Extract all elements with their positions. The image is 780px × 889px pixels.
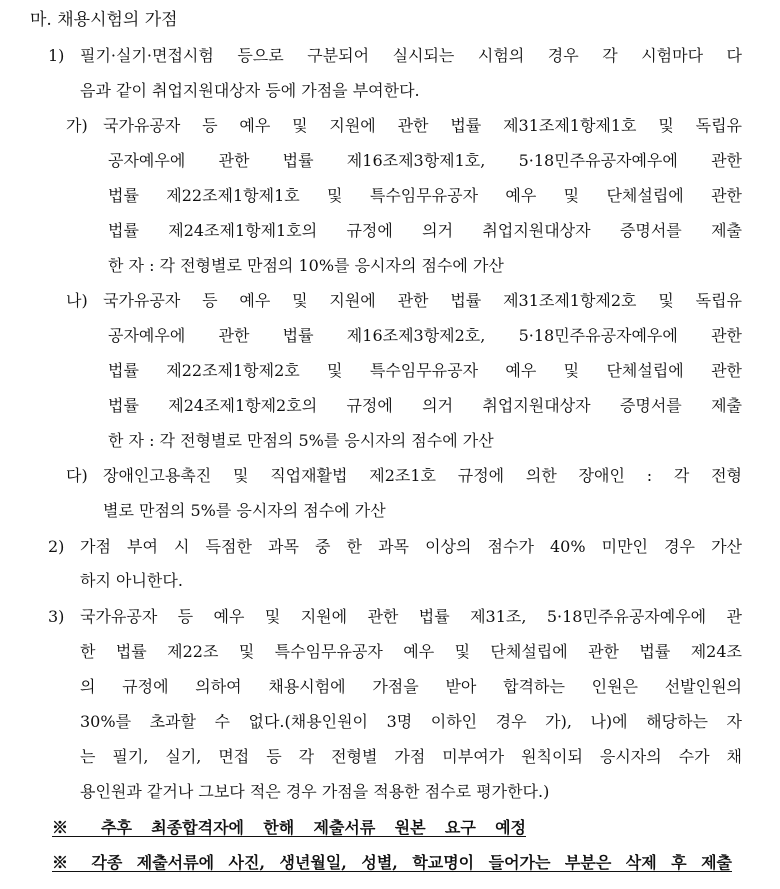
item-3-marker: 3) (48, 607, 65, 626)
item-2-marker: 2) (48, 537, 65, 556)
item-3-line-2: 한 법률 제22조 및 특수임무유공자 예우 및 단체설립에 관한 법률 제24조 (80, 642, 742, 661)
section-heading (30, 5, 430, 35)
item-3-line-1: 국가유공자 등 예우 및 지원에 관한 법률 제31조, 5·18민주유공자예우에 관 (80, 607, 742, 626)
subitem-na-line-2: 공자예우에 관한 법률 제16조제3항제2호, 5·18민주유공자예우에 관한 (108, 326, 742, 345)
subitem-da-line-1: 장애인고용촉진 및 직업재활법 제2조1호 규정에 의한 장애인 : 각 전형 (103, 466, 742, 485)
subitem-na-line-1: 국가유공자 등 예우 및 지원에 관한 법률 제31조제1항제2호 및 독립유 (103, 291, 742, 310)
subitem-ga-line-5: 한 자 : 각 전형별로 만점의 10%를 응시자의 점수에 가산 (108, 256, 504, 275)
subitem-ga-line-1: 국가유공자 등 예우 및 지원에 관한 법률 제31조제1항제1호 및 독립유 (103, 116, 742, 135)
subitem-na-line-5: 한 자 : 각 전형별로 만점의 5%를 응시자의 점수에 가산 (108, 431, 494, 450)
item-1-line-2: 음과 같이 취업지원대상자 등에 가점을 부여한다. (80, 81, 420, 100)
section-marker: 마. (30, 10, 52, 30)
subitem-ga-line-4: 법률 제24조제1항제1호의 규정에 의거 취업지원대상자 증명서를 제출 (108, 221, 742, 240)
subitem-na-line-4: 법률 제24조제1항제2호의 규정에 의거 취업지원대상자 증명서를 제출 (108, 396, 742, 415)
item-3-line-5: 는 필기, 실기, 면접 등 각 전형별 가점 미부여가 원칙이되 응시자의 수가 채 (80, 747, 742, 766)
subitem-na-line-3: 법률 제22조제1항제2호 및 특수임무유공자 예우 및 단체설립에 관한 (108, 361, 742, 380)
item-3-line-3: 의 규정에 의하여 채용시험에 가점을 받아 합격하는 인원은 선발인원의 (80, 677, 742, 696)
section-title: 채용시험의 가점 (57, 10, 178, 30)
item-3-line-4: 30%를 초과할 수 없다.(채용인원이 3명 이하인 경우 가), 나)에 해당하는 자 (80, 712, 742, 731)
subitem-ga-line-2: 공자예우에 관한 법률 제16조제3항제1호, 5·18민주유공자예우에 관한 (108, 151, 742, 170)
subitem-da-marker: 다) (66, 466, 88, 485)
subitem-da-line-2: 별로 만점의 5%를 응시자의 점수에 가산 (103, 501, 386, 520)
item-2-line-2: 하지 아니한다. (80, 571, 183, 590)
subitem-ga-line-3: 법률 제22조제1항제1호 및 특수임무유공자 예우 및 단체설립에 관한 (108, 186, 742, 205)
note-2: ※ 각종 제출서류에 사진, 생년월일, 성별, 학교명이 들어가는 부분은 삭제 후 제출 (52, 853, 732, 872)
item-3-line-6: 용인원과 같거나 그보다 적은 경우 가점을 적용한 점수로 평가한다.) (80, 782, 550, 801)
item-1-line-1: 필기·실기·면접시험 등으로 구분되어 실시되는 시험의 경우 각 시험마다 다 (80, 46, 742, 65)
item-1-marker: 1) (48, 46, 65, 65)
item-2-line-1: 가점 부여 시 득점한 과목 중 한 과목 이상의 점수가 40% 미만인 경우 가산 (80, 537, 742, 556)
note-1: ※ 추후 최종합격자에 한해 제출서류 원본 요구 예정 (52, 818, 526, 837)
subitem-na-marker: 나) (66, 291, 88, 310)
subitem-ga-marker: 가) (66, 116, 88, 135)
